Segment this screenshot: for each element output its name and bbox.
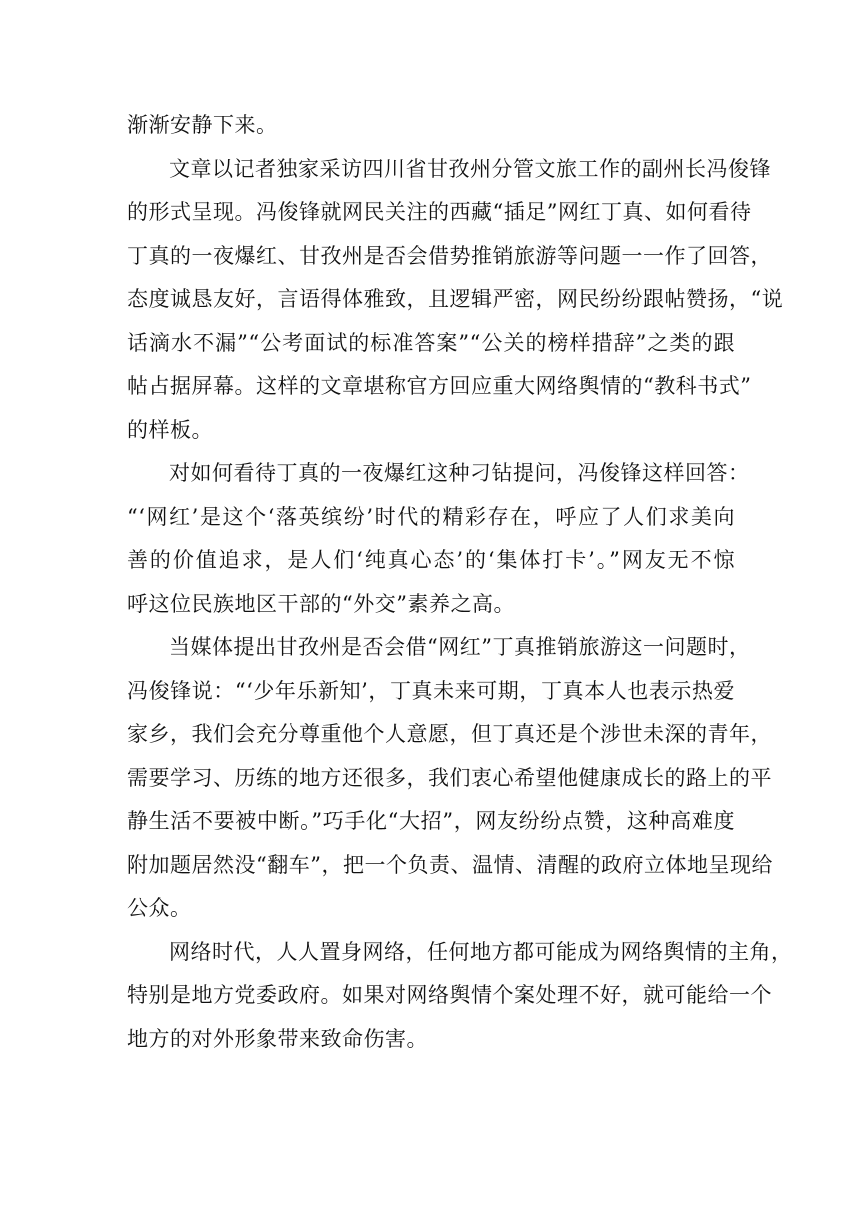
text-line: 善的价值追求，是人们‘纯真心态’的‘集体打卡’。”网友无不惊: [127, 548, 735, 572]
text-line: 话滴水不漏”“公考面试的标准答案”“公关的榜样措辞”之类的跟: [127, 330, 735, 355]
text-line: 的形式呈现。冯俊锋就网民关注的西藏“插足”网红丁真、如何看待: [127, 200, 752, 224]
text-line: 渐渐安静下来。: [127, 113, 278, 137]
text-line: 家乡，我们会充分尊重他个人意愿，但丁真还是个涉世未深的青年，: [127, 722, 772, 746]
text-line: 态度诚恳友好，言语得体雅致，且逻辑严密，网民纷纷跟帖赞扬，“说: [127, 287, 784, 311]
paragraph-2: [127, 148, 784, 453]
text-line: 帖占据屏幕。这样的文章堪称官方回应重大网络舆情的“教科书式”: [127, 374, 752, 398]
text-line: 对如何看待丁真的一夜爆红这种刁钻提问，冯俊锋这样回答：: [169, 461, 750, 485]
text-line: 文章以记者独家采访四川省甘孜州分管文旅工作的副州长冯俊锋: [169, 156, 771, 181]
document-page: [127, 104, 793, 1061]
text-line: 附加题居然没“翻车”，把一个负责、温情、清醒的政府立体地呈现给: [127, 852, 773, 877]
text-line: 的样板。: [127, 417, 213, 442]
text-line: 静生活不要被中断。”巧手化“大招”，网友纷纷点赞，这种高难度: [127, 809, 735, 833]
paragraph-1: [127, 104, 735, 148]
paragraph-5: [127, 931, 793, 1062]
text-line: 需要学习、历练的地方还很多，我们衷心希望他健康成长的路上的平: [127, 765, 772, 790]
paragraph-3: [127, 452, 750, 626]
text-line: 公众。: [127, 896, 192, 920]
text-line: 网络时代，人人置身网络，任何地方都可能成为网络舆情的主角，: [169, 939, 793, 964]
paragraph-4: [127, 626, 773, 931]
text-line: 呼这位民族地区干部的“外交”素养之高。: [127, 591, 515, 616]
text-line: 丁真的一夜爆红、甘孜州是否会借势推销旅游等问题一一作了回答，: [127, 243, 772, 268]
text-line: “‘网红’是这个‘落英缤纷’时代的精彩存在，呼应了人们求美向: [127, 504, 735, 529]
text-line: 特别是地方党委政府。如果对网络舆情个案处理不好，就可能给一个: [127, 983, 772, 1007]
text-line: 冯俊锋说：“‘少年乐新知’，丁真未来可期，丁真本人也表示热爱: [127, 678, 735, 703]
text-line: 当媒体提出甘孜州是否会借“网红”丁真推销旅游这一问题时，: [169, 635, 751, 659]
text-line: 地方的对外形象带来致命伤害。: [127, 1026, 428, 1051]
